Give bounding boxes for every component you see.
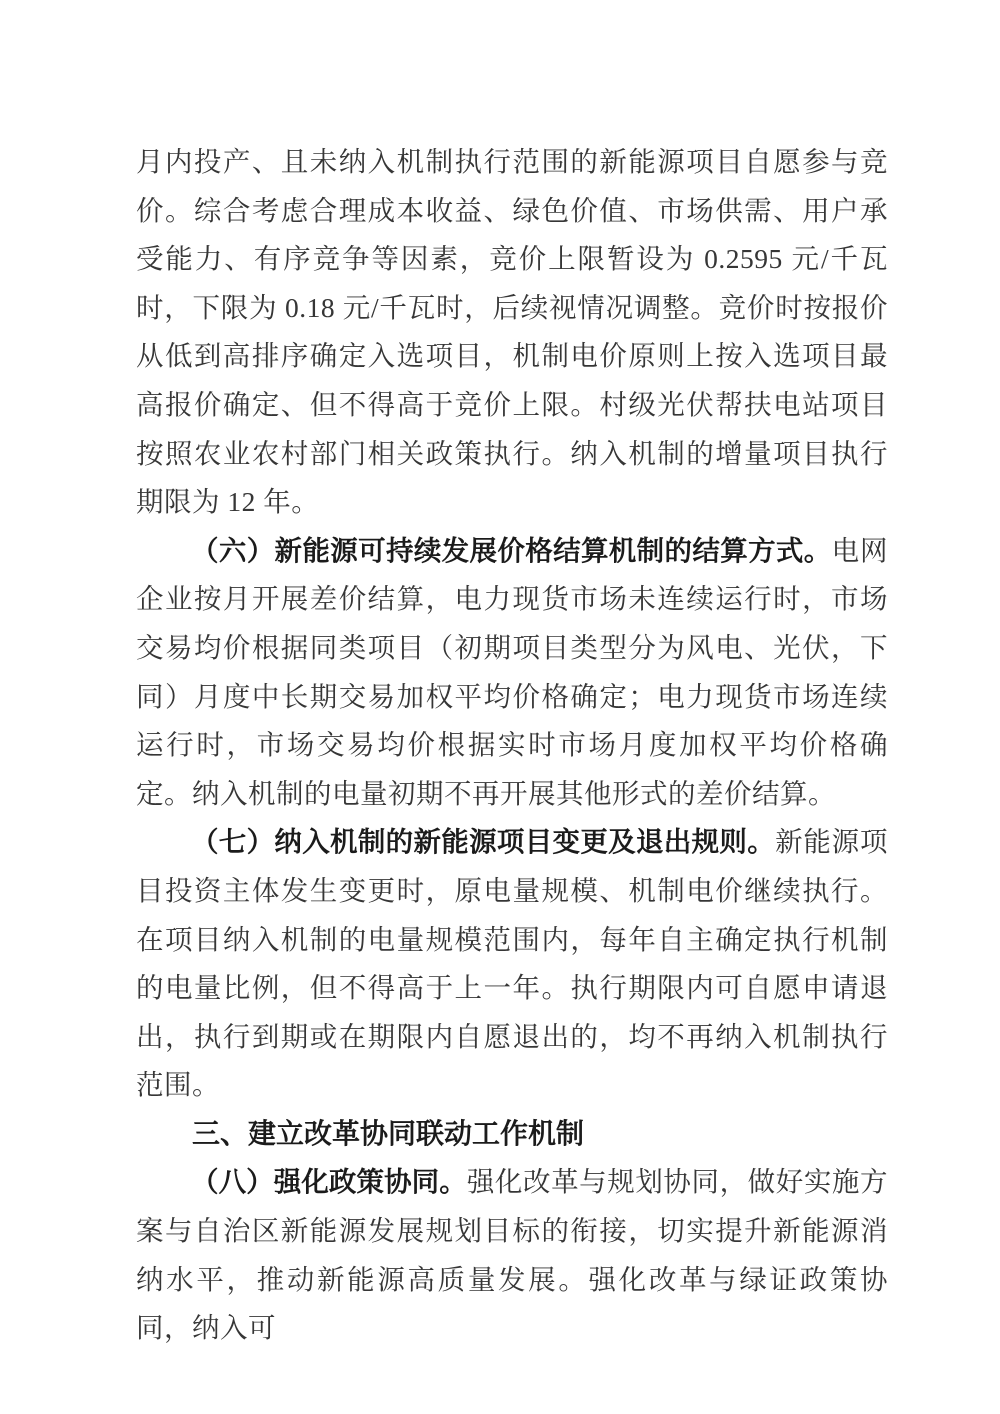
paragraph-text: 电网企业按月开展差价结算，电力现货市场未连续运行时，市场交易均价根据同类项目（初期项目类型分为风电、光伏，下同）月度中长期交易加权平均价格确定；电力现货市场连续运行时，市场交易均价根据实时市场月度加权平均价格确定。纳入机制的电量初期不再开展其他形式的差价结算。: [136, 534, 889, 809]
item-seven-lead: （七）纳入机制的新能源项目变更及退出规则。: [191, 826, 776, 858]
item-six-lead: （六）新能源可持续发展价格结算机制的结算方式。: [191, 534, 832, 566]
paragraph-text: 强化改革与规划协同，做好实施方案与自治区新能源发展规划目标的衔接，切实提升新能源消纳水平，推动新能源高质量发展。强化改革与绿证政策协同，纳入可: [136, 1166, 889, 1344]
paragraph-item-eight: [136, 1158, 888, 1352]
document-content: [136, 138, 888, 1353]
section-heading-three: [136, 1110, 888, 1159]
paragraph-item-six: [136, 527, 888, 819]
paragraph-bidding-continuation: [136, 138, 888, 527]
paragraph-item-seven: [136, 818, 888, 1110]
paragraph-text: 新能源项目投资主体发生变更时，原电量规模、机制电价继续执行。在项目纳入机制的电量规模范围内，每年自主确定执行机制的电量比例，但不得高于上一年。执行期限内可自愿申请退出，执行到期或在期限内自愿退出的，均不再纳入机制执行范围。: [136, 826, 888, 1101]
paragraph-text: 月内投产、且未纳入机制执行范围的新能源项目自愿参与竞价。综合考虑合理成本收益、绿色价值、市场供需、用户承受能力、有序竞争等因素，竞价上限暂设为 0.2595 元/千瓦时，下限为 0.18 元/千瓦时，后续视情况调整。竞价时按报价从低到高排序确定入选项目，机制电价原则上按入选项目最高报价确定、但不得高于竞价上限。村级光伏帮扶电站项目按照农业农村部门相关政策执行。纳入机制的增量项目执行期限为 12 年。: [136, 146, 888, 518]
section-heading-text: 三、建立改革协同联动工作机制: [192, 1117, 585, 1149]
item-eight-lead: （八）强化政策协同。: [191, 1166, 467, 1198]
